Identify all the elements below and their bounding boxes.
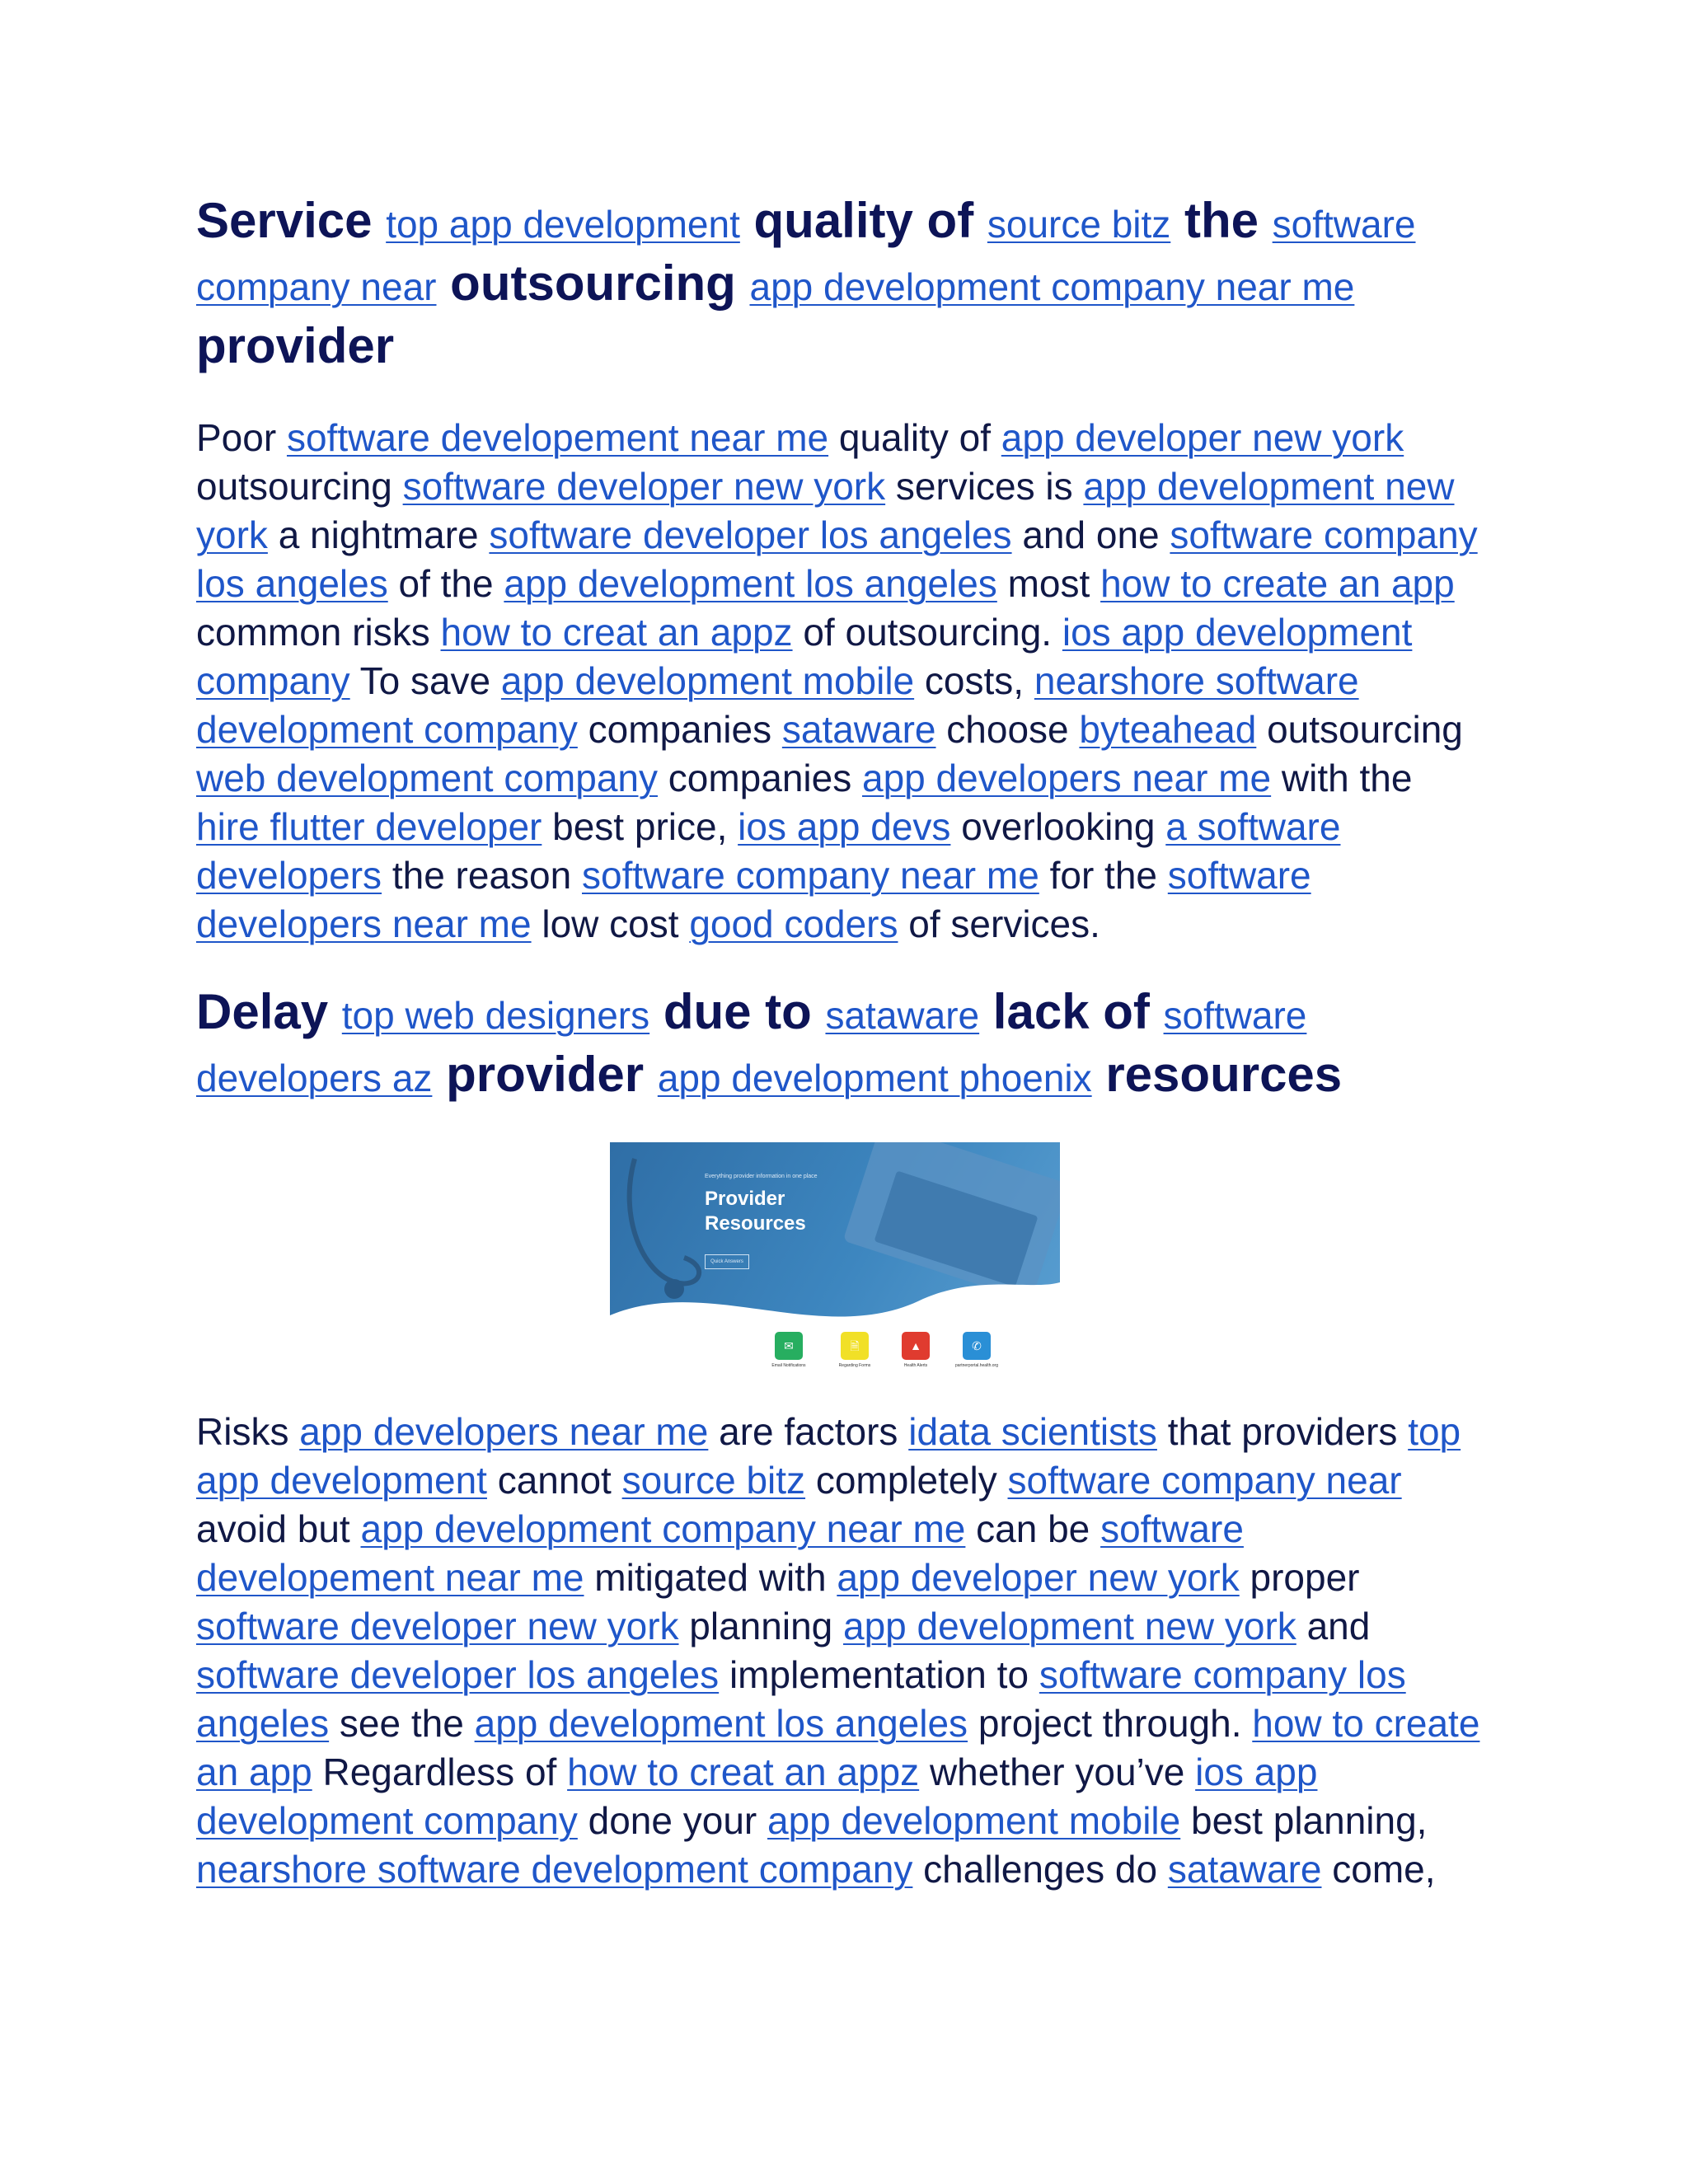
body-text: mitigated with <box>594 1556 827 1599</box>
body-text: Poor <box>196 416 277 459</box>
inline-link[interactable]: software developer los angeles <box>196 1653 720 1696</box>
inline-link[interactable]: app development mobile <box>500 659 915 702</box>
inline-link[interactable]: app development new york <box>843 1605 1296 1647</box>
stethoscope-head <box>664 1279 684 1299</box>
heading-link[interactable]: source bitz <box>987 203 1171 246</box>
icon-caption: Health Alerts <box>903 1363 928 1368</box>
body-text: most <box>1007 562 1090 605</box>
heading-text: the <box>1184 193 1259 248</box>
heading-text: provider <box>446 1047 645 1102</box>
body-text: planning <box>689 1605 833 1647</box>
inline-link[interactable]: good coders <box>689 902 898 945</box>
inline-link[interactable]: software company los angeles <box>196 1653 1406 1745</box>
inline-link[interactable]: nearshore software development company <box>196 659 1359 751</box>
inline-link[interactable]: sataware <box>781 708 936 751</box>
inline-link[interactable]: software developement near me <box>286 416 829 459</box>
inline-link[interactable]: software company near <box>1007 1459 1402 1502</box>
inline-link[interactable]: app development company near me <box>360 1507 966 1550</box>
section-heading-2 <box>196 982 1482 1108</box>
body-text: choose <box>946 708 1069 751</box>
heading-link[interactable]: app development phoenix <box>657 1057 1092 1099</box>
heading-link[interactable]: top app development <box>386 203 740 246</box>
body-text: project through. <box>978 1702 1242 1745</box>
body-text: of the <box>398 562 494 605</box>
body-text: and <box>1306 1605 1371 1647</box>
heading-link[interactable]: top web designers <box>341 994 650 1037</box>
inline-link[interactable]: software developer new york <box>196 1605 679 1647</box>
inline-link[interactable]: how to create an app <box>1100 562 1455 605</box>
image-banner <box>610 1142 1060 1340</box>
heading-text: quality of <box>753 193 974 248</box>
inline-link[interactable]: app developer new york <box>1001 416 1404 459</box>
body-text: of services. <box>908 902 1100 945</box>
inline-link[interactable]: app developers near me <box>299 1410 709 1453</box>
forms-icon: 🗎 <box>841 1332 869 1360</box>
body-text: companies <box>588 708 772 751</box>
body-text: common risks <box>196 611 430 654</box>
inline-link[interactable]: app developer new york <box>837 1556 1240 1599</box>
body-text: To save <box>359 659 491 702</box>
inline-link[interactable]: software developers near me <box>196 854 1311 945</box>
inline-link[interactable]: how to create an app <box>196 1702 1480 1793</box>
inline-link[interactable]: a software developers <box>196 805 1341 897</box>
body-text: see the <box>339 1702 464 1745</box>
body-text: done your <box>588 1799 757 1842</box>
image-kicker-text: Everything provider information in one place <box>705 1174 818 1179</box>
inline-link[interactable]: app development los angeles <box>474 1702 968 1745</box>
inline-link[interactable]: software developement near me <box>196 1507 1244 1599</box>
body-text: outsourcing <box>196 465 392 508</box>
portal-icon: ✆ <box>963 1332 991 1360</box>
heading-text: lack of <box>992 984 1150 1039</box>
body-text: completely <box>815 1459 997 1502</box>
body-text: Risks <box>196 1410 289 1453</box>
icon-caption: Regarding Forms <box>838 1363 871 1368</box>
inline-link[interactable]: nearshore software development company <box>196 1848 913 1891</box>
body-text: quality of <box>838 416 991 459</box>
inline-link[interactable]: app development new york <box>196 465 1455 556</box>
inline-link[interactable]: hire flutter developer <box>196 805 542 848</box>
body-paragraph-2 <box>196 1408 1482 1894</box>
inline-link[interactable]: source bitz <box>621 1459 806 1502</box>
body-text: costs, <box>924 659 1025 702</box>
heading-link[interactable]: software developers az <box>196 994 1307 1099</box>
provider-resources-image <box>610 1142 1060 1376</box>
inline-link[interactable]: sataware <box>1167 1848 1322 1891</box>
body-paragraph-1 <box>196 414 1482 949</box>
body-text: can be <box>976 1507 1090 1550</box>
inline-link[interactable]: software developer los angeles <box>489 513 1012 556</box>
inline-link[interactable]: ios app devs <box>738 805 951 848</box>
alert-icon: ▲ <box>902 1332 930 1360</box>
body-text: a nightmare <box>278 513 479 556</box>
body-text: low cost <box>542 902 679 945</box>
body-text: with the <box>1281 757 1413 799</box>
body-text: for the <box>1049 854 1158 897</box>
inline-link[interactable]: app development los angeles <box>504 562 997 605</box>
inline-link[interactable]: app developers near me <box>862 757 1272 799</box>
inline-link[interactable]: ios app development company <box>196 1750 1318 1842</box>
inline-link[interactable]: web development company <box>196 757 658 799</box>
heading-text: Service <box>196 193 373 248</box>
body-text: best planning, <box>1191 1799 1428 1842</box>
heading-link[interactable]: app development company near me <box>749 265 1355 308</box>
heading-text: due to <box>663 984 812 1039</box>
body-text: services is <box>895 465 1073 508</box>
inline-link[interactable]: how to creat an appz <box>567 1750 920 1793</box>
stethoscope-graphic <box>630 1159 699 1283</box>
heading-text: Delay <box>196 984 329 1039</box>
inline-link[interactable]: software company near me <box>582 854 1039 897</box>
heading-text: provider <box>196 318 395 373</box>
body-text: avoid but <box>196 1507 350 1550</box>
image-button: Quick Answers <box>705 1254 749 1269</box>
inline-link[interactable]: app development mobile <box>767 1799 1181 1842</box>
body-text: and one <box>1022 513 1160 556</box>
inline-link[interactable]: software developer new york <box>402 465 886 508</box>
body-text: that providers <box>1167 1410 1398 1453</box>
inline-link[interactable]: software company los angeles <box>196 513 1478 605</box>
body-text: cannot <box>497 1459 612 1502</box>
body-text: the reason <box>392 854 572 897</box>
body-text: implementation to <box>729 1653 1029 1696</box>
inline-link[interactable]: how to creat an appz <box>440 611 793 654</box>
body-text: outsourcing <box>1267 708 1463 751</box>
body-text: Regardless of <box>322 1750 557 1793</box>
email-icon: ✉ <box>775 1332 803 1360</box>
body-text: are factors <box>719 1410 898 1453</box>
body-text: proper <box>1250 1556 1360 1599</box>
body-text: come, <box>1332 1848 1436 1891</box>
body-text: challenges do <box>923 1848 1158 1891</box>
body-text: whether you’ve <box>929 1750 1185 1793</box>
body-text: companies <box>668 757 852 799</box>
inline-link[interactable]: idata scientists <box>908 1410 1157 1453</box>
icon-caption: Email Notifications <box>771 1363 806 1368</box>
banner-decoration <box>610 1142 1060 1340</box>
inline-link[interactable]: top app development <box>196 1410 1461 1502</box>
body-text: overlooking <box>961 805 1156 848</box>
body-text: of outsourcing. <box>803 611 1053 654</box>
image-title: Provider Resources <box>705 1188 806 1235</box>
heading-link[interactable]: sataware <box>825 994 980 1037</box>
inline-link[interactable]: byteahead <box>1079 708 1257 751</box>
heading-text: resources <box>1105 1047 1343 1102</box>
body-text: best price, <box>552 805 728 848</box>
section-heading-1 <box>196 191 1482 376</box>
icon-caption: partnerportal.health.org <box>955 1363 998 1368</box>
heading-text: outsourcing <box>450 255 736 311</box>
inline-link[interactable]: ios app development company <box>196 611 1413 702</box>
heading-link[interactable]: software company near <box>196 203 1416 308</box>
